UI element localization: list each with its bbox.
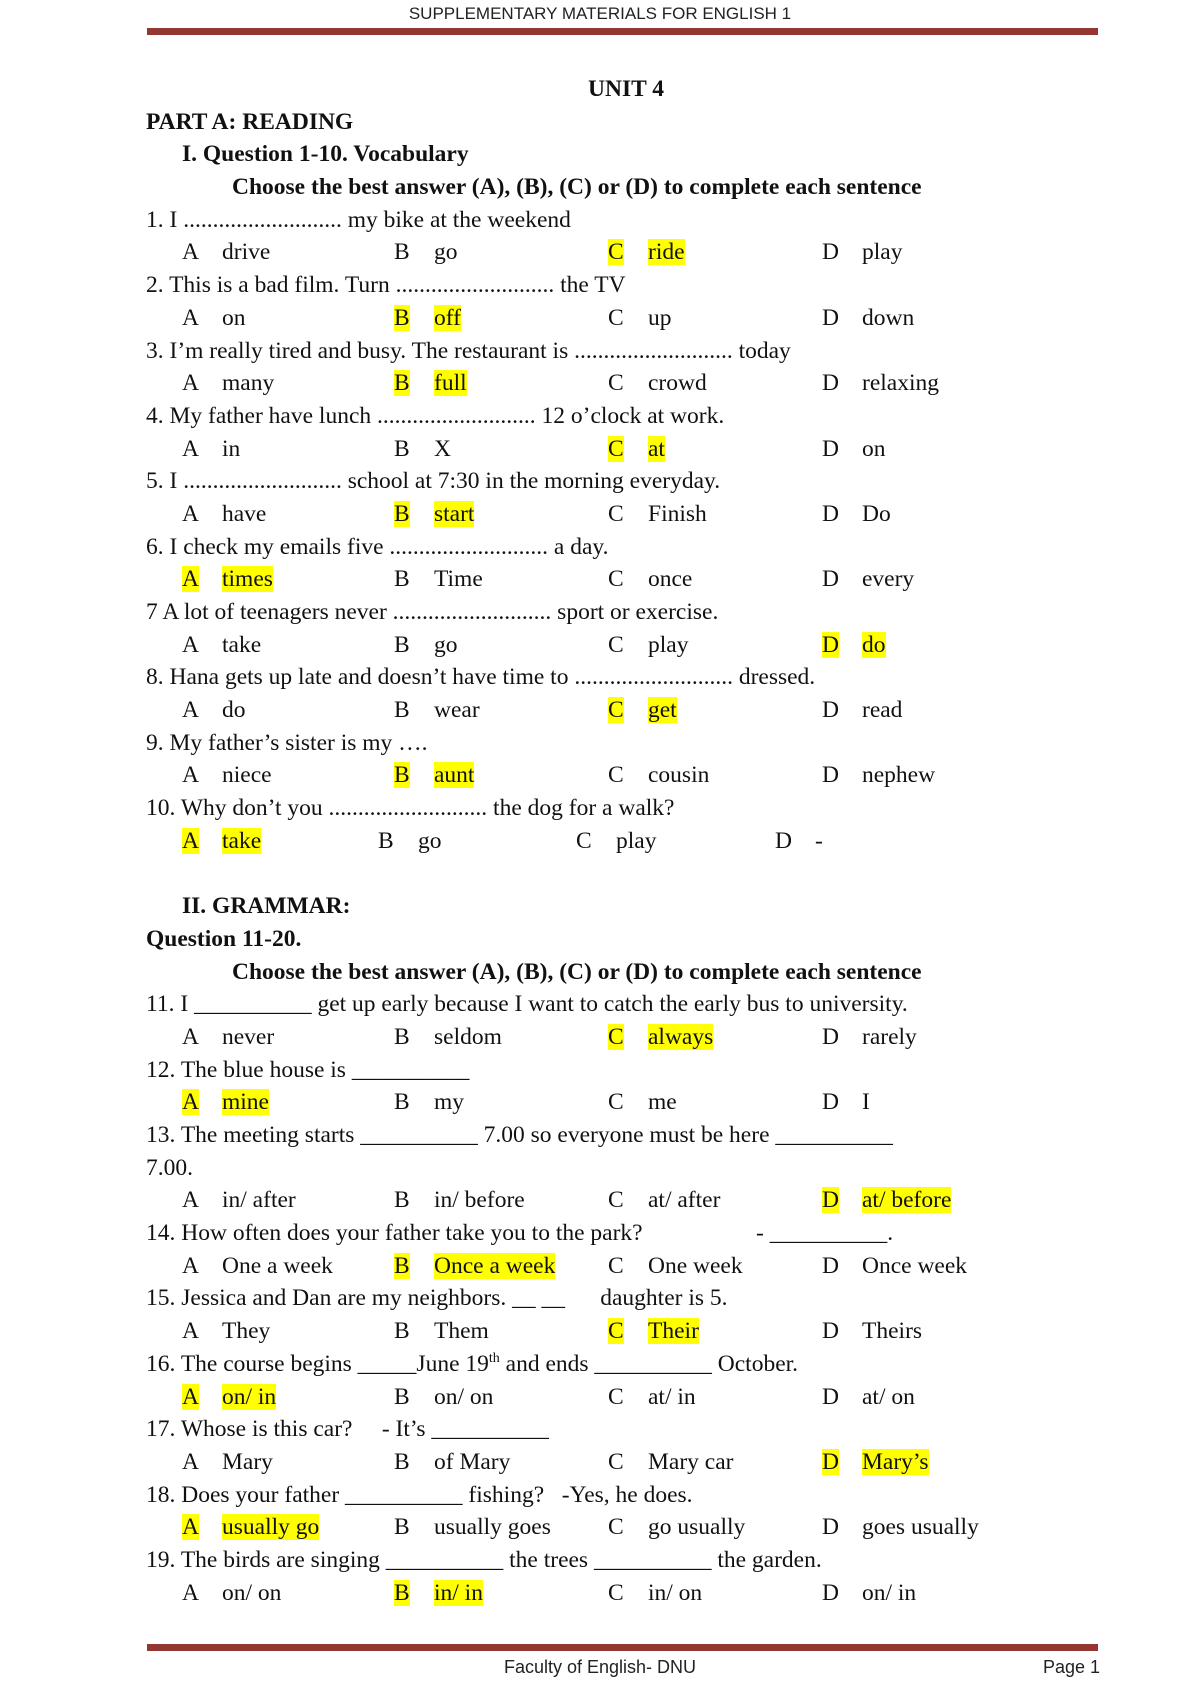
options-10 xyxy=(146,825,1106,858)
question-19: 19. The birds are singing __________ the trees __________ the garden. xyxy=(146,1546,822,1573)
option-b: B Time xyxy=(394,566,483,593)
option-c: C cousin xyxy=(608,762,710,789)
option-d: D nephew xyxy=(822,762,936,789)
question-14 xyxy=(146,1217,1106,1250)
option-a: A on xyxy=(182,304,246,331)
option-b-answer: B start xyxy=(394,500,475,527)
option-d: D Theirs xyxy=(822,1318,923,1345)
option-a: A on/ on xyxy=(182,1579,282,1606)
question-11: 11. I __________ get up early because I want to catch the early bus to university. xyxy=(146,991,908,1018)
option-c: C at/ after xyxy=(608,1187,721,1214)
options-7 xyxy=(146,629,1106,662)
options-9 xyxy=(146,759,1106,792)
option-c: C Mary car xyxy=(608,1448,734,1475)
options-3 xyxy=(146,367,1106,400)
option-b: B wear xyxy=(394,697,480,724)
option-d: D every xyxy=(822,566,915,593)
option-d: D on xyxy=(822,435,886,462)
option-c-answer: C ride xyxy=(608,239,685,266)
option-c: C at/ in xyxy=(608,1383,696,1410)
option-b-answer: B full xyxy=(394,370,467,397)
option-c: C up xyxy=(608,304,672,331)
option-a: A drive xyxy=(182,239,271,266)
option-a: A Mary xyxy=(182,1448,273,1475)
question-3: 3. I’m really tired and busy. The restaurant is ........................... today xyxy=(146,337,791,364)
option-d: D I xyxy=(822,1089,870,1116)
option-c-answer: C get xyxy=(608,697,677,724)
spacer xyxy=(146,858,1106,891)
option-a-answer: A usually go xyxy=(182,1514,320,1541)
option-a: A One a week xyxy=(182,1252,333,1279)
option-a: A They xyxy=(182,1318,271,1345)
footer-faculty: Faculty of English- DNU xyxy=(503,1657,697,1677)
header-rule xyxy=(147,28,1098,35)
document-body xyxy=(146,73,1106,1609)
question-9: 9. My father’s sister is my …. xyxy=(146,729,428,756)
option-c: C play xyxy=(576,827,657,854)
option-c: C Finish xyxy=(608,500,707,527)
option-b: B usually goes xyxy=(394,1514,551,1541)
options-19 xyxy=(146,1577,1106,1610)
option-d: D down xyxy=(822,304,915,331)
option-a: A in xyxy=(182,435,241,462)
option-a: A have xyxy=(182,500,267,527)
options-8 xyxy=(146,694,1106,727)
option-b: B seldom xyxy=(394,1023,502,1050)
header-title: SUPPLEMENTARY MATERIALS FOR ENGLISH 1 xyxy=(408,4,792,23)
option-d: D play xyxy=(822,239,903,266)
section1-instruction: Choose the best answer (A), (B), (C) or (D) to complete each sentence xyxy=(232,174,922,201)
option-a-answer: A times xyxy=(182,566,273,593)
option-c: C in/ on xyxy=(608,1579,703,1606)
option-d: D relaxing xyxy=(822,370,939,397)
question-6: 6. I check my emails five ........................... a day. xyxy=(146,533,609,560)
option-d: D Do xyxy=(822,500,891,527)
option-c-answer: C at xyxy=(608,435,665,462)
question-14-text: 14. How often does your father take you to the park? xyxy=(146,1220,643,1247)
question-12: 12. The blue house is __________ xyxy=(146,1056,470,1083)
question-5: 5. I ........................... school at 7:30 in the morning everyday. xyxy=(146,468,721,495)
option-b: B in/ before xyxy=(394,1187,525,1214)
option-c: C One week xyxy=(608,1252,743,1279)
option-d-answer: D do xyxy=(822,631,886,658)
option-b: B my xyxy=(394,1089,465,1116)
section2-title: II. GRAMMAR: xyxy=(182,893,351,920)
question-7: 7 A lot of teenagers never ........................... sport or exercise. xyxy=(146,599,719,625)
option-d-answer: D at/ before xyxy=(822,1187,952,1214)
option-b: B on/ on xyxy=(394,1383,494,1410)
option-b: B go xyxy=(394,239,458,266)
options-6 xyxy=(146,563,1106,596)
option-d: D Once week xyxy=(822,1252,968,1279)
option-c-answer: C Their xyxy=(608,1318,699,1345)
option-c: C go usually xyxy=(608,1514,746,1541)
question-17: 17. Whose is this car? - It’s __________ xyxy=(146,1416,549,1443)
option-c: C play xyxy=(608,631,689,658)
option-c-answer: C always xyxy=(608,1023,714,1050)
question-1: 1. I ........................... my bike at the weekend xyxy=(146,206,571,233)
option-d: D - xyxy=(775,827,823,854)
question-16: 16. The course begins _____June 19th and ends __________ October. xyxy=(146,1350,799,1377)
option-b-answer: B in/ in xyxy=(394,1579,483,1606)
question-8: 8. Hana gets up late and doesn’t have time to ........................... dressed. xyxy=(146,664,816,691)
option-c: C me xyxy=(608,1089,677,1116)
options-2 xyxy=(146,302,1106,335)
options-11 xyxy=(146,1021,1106,1054)
options-13 xyxy=(146,1184,1106,1217)
options-12 xyxy=(146,1086,1106,1119)
option-b: B go xyxy=(378,827,442,854)
question-2: 2. This is a bad film. Turn ........................... the TV xyxy=(146,272,626,299)
question-13-continued: 7.00. xyxy=(146,1154,193,1181)
option-d: D goes usually xyxy=(822,1514,979,1541)
options-5 xyxy=(146,498,1106,531)
options-4 xyxy=(146,433,1106,466)
question-15: 15. Jessica and Dan are my neighbors. __ __ daughter is 5. xyxy=(146,1285,728,1312)
option-b-answer: B Once a week xyxy=(394,1252,556,1279)
option-d: D read xyxy=(822,697,903,724)
option-d-answer: D Mary’s xyxy=(822,1448,929,1475)
question-13: 13. The meeting starts __________ 7.00 so everyone must be here __________ xyxy=(146,1122,893,1148)
part-a-heading: PART A: READING xyxy=(146,108,354,135)
options-16 xyxy=(146,1381,1106,1414)
option-b: B go xyxy=(394,631,458,658)
option-a: A never xyxy=(182,1023,275,1050)
option-b-answer: B aunt xyxy=(394,762,475,789)
options-14 xyxy=(146,1250,1106,1283)
option-d: D rarely xyxy=(822,1023,917,1050)
option-a: A many xyxy=(182,370,275,397)
option-d: D at/ on xyxy=(822,1383,915,1410)
option-c: C once xyxy=(608,566,693,593)
option-b: B Them xyxy=(394,1318,489,1345)
option-a-answer: A take xyxy=(182,827,262,854)
option-a: A in/ after xyxy=(182,1187,296,1214)
footer-rule xyxy=(147,1644,1098,1651)
question-14-response: - __________. xyxy=(756,1220,894,1247)
option-b: B of Mary xyxy=(394,1448,511,1475)
options-18 xyxy=(146,1511,1106,1544)
option-c: C crowd xyxy=(608,370,707,397)
option-a: A do xyxy=(182,697,246,724)
option-a-answer: A on/ in xyxy=(182,1383,277,1410)
option-b: B X xyxy=(394,435,451,462)
option-d: D on/ in xyxy=(822,1579,917,1606)
options-1 xyxy=(146,236,1106,269)
question-4: 4. My father have lunch ........................... 12 o’clock at work. xyxy=(146,402,725,429)
option-a: A niece xyxy=(182,762,272,789)
question-18: 18. Does your father __________ fishing? -Yes, he does. xyxy=(146,1481,693,1508)
page-number: Page 1 xyxy=(1042,1657,1100,1677)
section2-subtitle: Question 11-20. xyxy=(146,925,302,952)
option-b-answer: B off xyxy=(394,304,461,331)
section2-instruction: Choose the best answer (A), (B), (C) or (D) to complete each sentence xyxy=(232,958,922,985)
question-10: 10. Why don’t you ........................... the dog for a walk? xyxy=(146,795,675,822)
options-17 xyxy=(146,1446,1106,1479)
section1-title: I. Question 1-10. Vocabulary xyxy=(182,141,469,168)
unit-title: UNIT 4 xyxy=(588,76,664,102)
options-15 xyxy=(146,1315,1106,1348)
option-a-answer: A mine xyxy=(182,1089,269,1116)
option-a: A take xyxy=(182,631,262,658)
